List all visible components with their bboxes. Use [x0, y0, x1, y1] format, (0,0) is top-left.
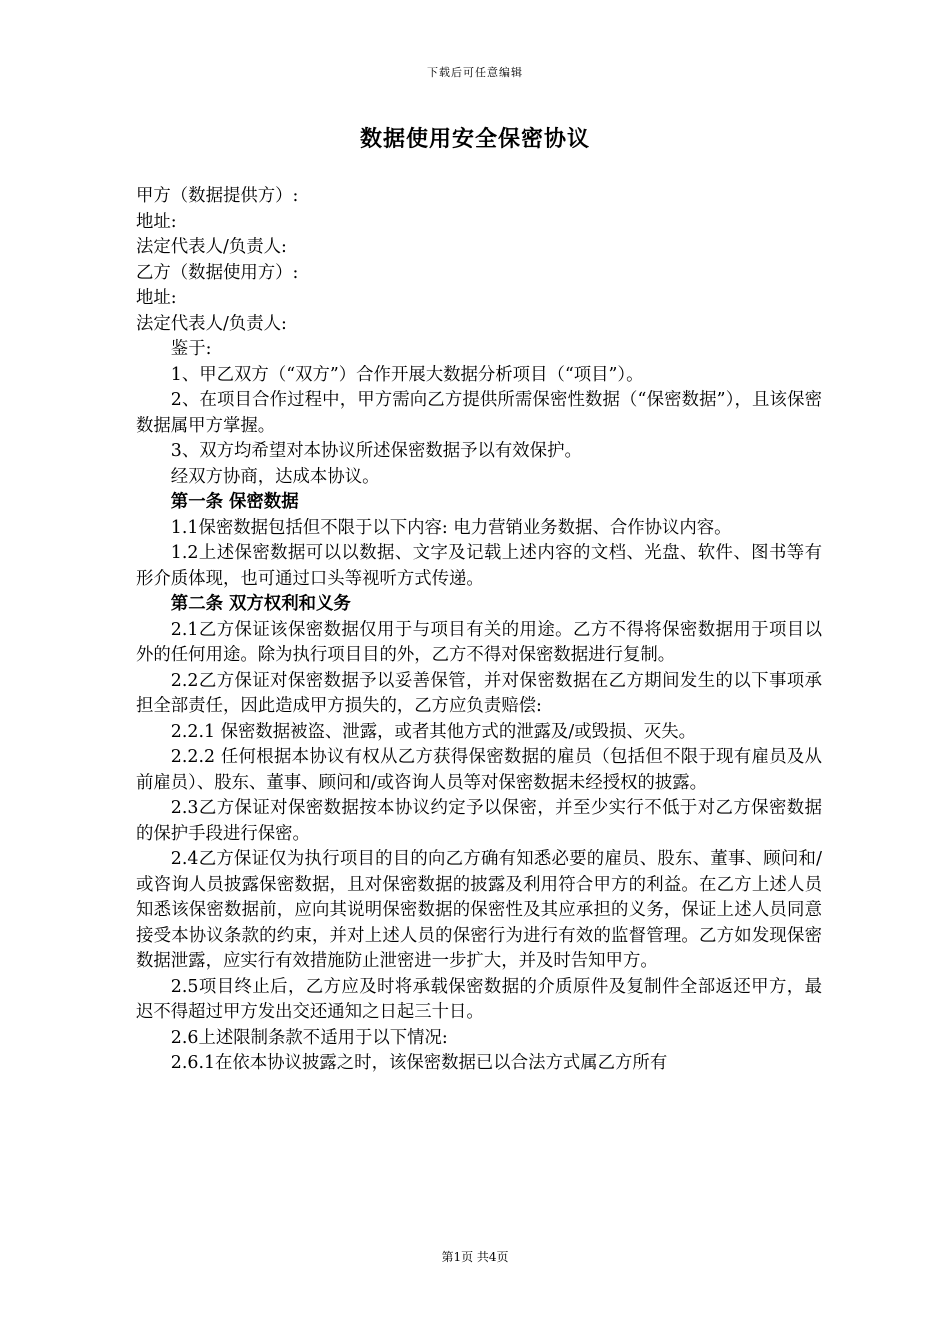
article-1-heading: 第一条 保密数据	[170, 492, 299, 512]
document-title: 数据使用安全保密协议	[359, 126, 590, 152]
whereas-item: 2、在项目合作过程中，甲方需向乙方提供所需保密性数据（“保密数据”），且该保密数据属甲方掌握。	[136, 390, 822, 436]
document-body	[136, 184, 822, 1077]
party-a-representative: 法定代表人/负责人:	[136, 237, 287, 257]
clause-2-2: 2.2乙方保证对保密数据予以妥善保管，并对保密数据在乙方期间发生的以下事项承担全部责任，因此造成甲方损失的，乙方应负责赔偿:	[136, 670, 822, 716]
clause-2-2-1: 2.2.1 保密数据被盗、泄露，或者其他方式的泄露及/或毁损、灭失。	[170, 721, 696, 742]
clause-2-3: 2.3乙方保证对保密数据按本协议约定予以保密，并至少实行不低于对乙方保密数据的保护手段进行保密。	[136, 798, 822, 844]
whereas-conclusion: 经双方协商，达成本协议。	[170, 466, 380, 487]
party-b-address: 地址:	[136, 288, 177, 308]
party-b-representative: 法定代表人/负责人:	[136, 313, 287, 334]
whereas-item: 1、甲乙双方（“双方”）合作开展大数据分析项目（“项目”）。	[170, 364, 644, 385]
party-a-address: 地址:	[136, 211, 177, 232]
clause-2-6: 2.6上述限制条款不适用于以下情况:	[170, 1027, 448, 1048]
whereas-item: 3、双方均希望对本协议所述保密数据予以有效保护。	[170, 441, 582, 461]
clause-2-1: 2.1乙方保证该保密数据仅用于与项目有关的用途。乙方不得将保密数据用于项目以外的任何用途。除为执行项目目的外，乙方不得对保密数据进行复制。	[136, 619, 822, 665]
party-b-label: 乙方（数据使用方）:	[136, 262, 299, 283]
clause-1-1: 1.1保密数据包括但不限于以下内容: 电力营销业务数据、合作协议内容。	[170, 517, 732, 538]
clause-1-2: 1.2上述保密数据可以以数据、文字及记载上述内容的文档、光盘、软件、图书等有形介质体现，也可通过口头等视听方式传递。	[136, 543, 822, 589]
clause-2-4: 2.4乙方保证仅为执行项目的目的向乙方确有知悉必要的雇员、股东、董事、顾问和/或咨询人员披露保密数据，且对保密数据的披露及利用符合甲方的利益。在乙方上述人员知悉该保密数据前，应向其说明保密数据的保密性及其应承担的义务，保证上述人员同意接受本协议条款的约束，并对上述人员的保密行为进行有效的监督管理。乙方如发现保密数据泄露，应实行有效措施防止泄密进一步扩大，并及时告知甲方。	[136, 849, 822, 971]
article-2-heading: 第二条 双方权利和义务	[170, 594, 351, 614]
page-footer: 第1页 共4页	[441, 1250, 509, 1264]
party-a-label: 甲方（数据提供方）:	[136, 186, 299, 206]
clause-2-5: 2.5项目终止后，乙方应及时将承载保密数据的介质原件及复制件全部返还甲方，最迟不得超过甲方发出交还通知之日起三十日。	[136, 976, 822, 1022]
clause-2-2-2: 2.2.2 任何根据本协议有权从乙方获得保密数据的雇员（包括但不限于现有雇员及从前雇员）、股东、董事、顾问和/或咨询人员等对保密数据未经授权的披露。	[136, 747, 822, 793]
header-note: 下载后可任意编辑	[427, 66, 523, 79]
clause-2-6-1: 2.6.1在依本协议披露之时，该保密数据已以合法方式属乙方所有	[170, 1053, 668, 1073]
whereas-intro: 鉴于:	[170, 339, 212, 359]
